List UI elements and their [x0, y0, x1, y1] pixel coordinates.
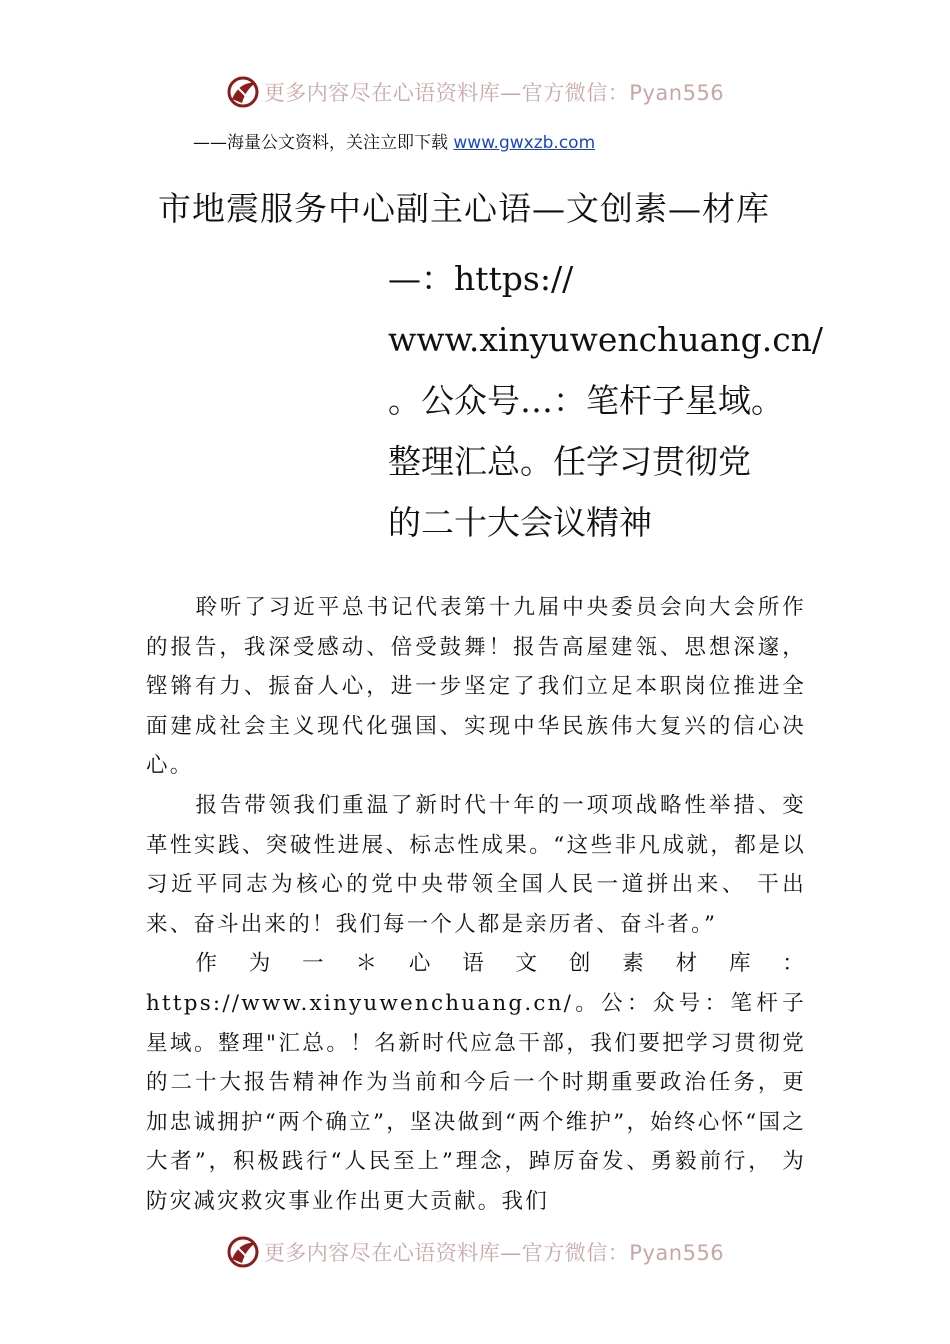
download-subline	[193, 128, 595, 153]
download-link[interactable]: www.gwxzb.com	[453, 133, 596, 153]
title-line: www.xinyuwenchuang.cn/	[388, 320, 824, 359]
body-paragraph: 聆听了习近平总书记代表第十九届中央委员会向大会所作的报告，我深受感动、倍受鼓舞！报告高屋建瓴、思想深邃，铿锵有力、振奋人心，进一步坚定了我们立足本职岗位推进全面建成社会主义现代化强国、实现中华民族伟大复兴的信心决心。	[146, 595, 806, 779]
body-text	[146, 588, 806, 1222]
title-line: 。公众号…：笔杆子星域。	[388, 381, 784, 420]
footer-banner	[0, 1232, 950, 1272]
banner-text: 更多内容尽在心语资料库—官方微信：Pyan556	[263, 81, 725, 105]
header-banner	[0, 72, 950, 112]
title-line: 的二十大会议精神	[388, 503, 652, 542]
title-line: —：https://	[388, 259, 574, 298]
subline-prefix: ——海量公文资料，关注立即下载	[193, 133, 454, 153]
logo-icon	[226, 1235, 260, 1269]
page-title: 市地震服务中心副主心语—文创素—材库	[158, 189, 770, 228]
body-paragraph: 报告带领我们重温了新时代十年的一项项战略性举措、变革性实践、突破性进展、标志性成果。“这些非凡成就，都是以习近平同志为核心的党中央带领全国人民一道拼出来、 干出来、奋斗出来的！我们每一个人都是亲历者、奋斗者。”	[146, 792, 806, 937]
body-paragraph: 作为一＊心语文创素材库：https://www.xinyuwenchuang.cn/。公：众号：笔杆子星域。整理"汇总。！名新时代应急干部，我们要把学习贯彻党的二十大报告精神作为当前和今后一个时期重要政治任务，更加忠诚拥护“两个确立”，坚决做到“两个维护”，始终心怀“国之大者”，积极践行“人民至上”理念，踔厉奋发、勇毅前行， 为防灾减灾救灾事业作出更大贡献。我们	[146, 951, 806, 1214]
logo-icon	[226, 75, 260, 109]
title-line: 整理汇总。任学习贯彻党	[388, 442, 751, 481]
title-continuation	[388, 248, 828, 553]
banner-text: 更多内容尽在心语资料库—官方微信：Pyan556	[263, 1241, 725, 1265]
